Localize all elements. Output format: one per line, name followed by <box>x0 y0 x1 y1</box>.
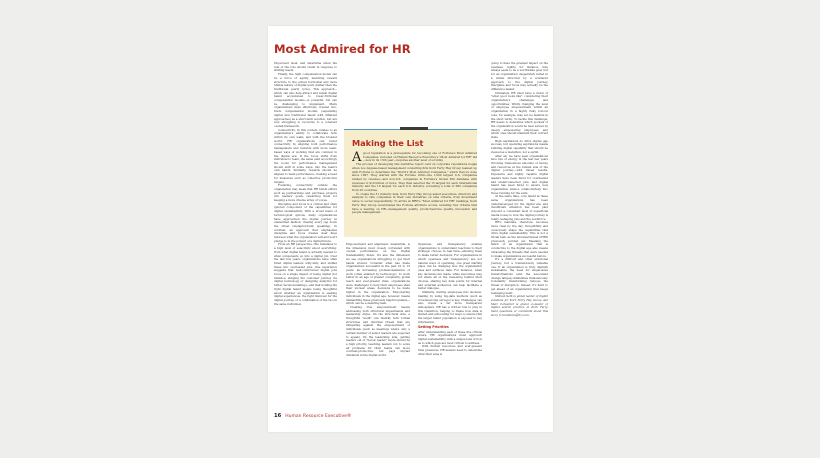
paragraph: High aspirations do drive digital gap success, but operating aspirations means building digital capability that should be viewed as a marathon, not a sprint. <box>491 138 548 154</box>
paragraph: After understanding each of these five critical levers, HR organizations must approach digital sustainability with a unique lens of how as to which gaps are most critical to address. <box>418 329 482 345</box>
drop-cap: A <box>352 150 362 165</box>
paragraph: Similarly, inviting employees into decision-making by using big-data methods (such as crowdsourcing surveys) is key. Challenges can also create a far more transparent atmosphere. HR has a critical role to play in this transition, helping to frame how data is shared and advocating for ways to ensure that the larger talent population is exposed to key information. <box>418 290 482 324</box>
page-number: 16 <box>274 413 282 419</box>
author-bio: Shiman Seth is global leader of digital solutions for Korn Ferry Hay Group and Marc Carpenter is global co-leader of digital search practice at Korn Ferry. Send questions or comments about this story to hreletters@lrp.com. <box>491 294 548 317</box>
sidebar-title: Making the List <box>352 138 424 148</box>
sidebar-text <box>352 152 477 215</box>
sidebar-box <box>344 129 477 237</box>
paragraph: Connectivity. In this context, relates to an organization's ability to collaborate both within its own walls, and with the broader world. HR organizations can foster connectivity by aligning both performance management and rewards with more team-based ways of working that are common in the digital era. If the focus shifts from individual to team, the same (and accordingly the tools) for performance management should shift in some ways, into the team's own hands. Similarly, rewards should be aligned to team performance, creating a need for measures such as collective production targets. <box>274 127 337 184</box>
paragraph: It's a difficult and often emotional journey, but a tremendously valuable one. If an organization is truly digitally sustainable, the need for single-issue transformations (and the associated change fatigue) diminishes tremendously. Constantly transforming reduces the threat of disruption. Indeed, it's hard to get ahead of an organization that keeps reshaping itself. <box>491 257 548 295</box>
paragraph: Discipline and focus is a critical and often ignored component of the capabilities for digital sustainability. With a broad menu of technological options, many organizations have approached the digital journey in unmatched fashion, chasing every cap down the street (metaphorically speaking). In contrast, an approach that emphasizes discipline and focus creates clear lines between what the organization will and won't pledge to in the pursuit of a digital future. <box>274 201 337 243</box>
section-heading: Setting Priorities <box>418 325 449 330</box>
sidebar-accent-bar <box>400 127 428 130</box>
column-3 <box>418 243 482 357</box>
paragraph: Fostering connectivity outside the organization may mean that HR builds efforts such as partnerships and purchase projects into leaders' goals, rewarding them for keeping a more diverse array of voices. <box>274 183 337 203</box>
magazine-page <box>268 26 553 432</box>
paragraph: 60-percent level, and determine when the rest of the role should result in response to shifting needs. <box>274 61 337 73</box>
paragraph: going to have the greatest impact on the business. Agility, for instance, may always seem to be a worthwhile goal, but for an organization desperately mired in a sullen direction by a scattered approach to the digital journey, Discipline and focus may actually be the difference-maker. <box>491 61 548 91</box>
paragraph: HR's mandate, therefore, becomes more clear by the day: thoughtfully and consciously shape the capabilities that drive digital sustainability. This is not a trivial task, as the aforementioned CHRO previously pointed out. Meaning the fabric of an organization that is conductive to the digital age also means unraveling the threads that were needed to make organizations successful before. <box>491 220 548 258</box>
paragraph: Finally, the right compensation model can be a force of agility, matching reward structure to the actual horizontal and more nimble nature of digital work (rather than the traditional yearly cycle). This approach—which can also help attract and retain digital talent accustomed to lower-frictional compensation models—is powerful, but can be challenging to implement. Many organizations have effectively created two-track compensation models (separating digital and traditional talent with different approaches) as a short-term solution, but are now struggling to reconcile to a coherent overall framework. <box>274 72 337 128</box>
paragraph: With limited resources and ever-present time pressures, HR leaders need to determine what their area is <box>418 344 482 356</box>
sidebar-paragraph: To create the 51 industry lists, Korn Ferry Hay Group asked executives, directors and analysts to rate companies in their own industries on nine criteria, from investment value to social responsibility. To arrive at HRE's "Most Admired for HR" rankings, Korn Ferry Hay Group recalculated the Fortune attribute scores, isolating four criteria that have a bearing on HR—management quality, product/service quality, innovation and people management. <box>352 191 477 215</box>
paragraph: Empowerment and alignment, meanwhile, is the dimension most closely correlated with overall performance on the Digital Sustainability Index. It's also the dimension we see organizations struggling to get their hands around. Consider what has made organizations successful in the past 10 to 15 years: an increasing professionalization of work (often enabled by technology). To work better in an age of greater complexity, global reach and ever-greater risks, organizations were challenged to help their employees shed their unclear areas, decisions to be made higher in the organization. Empowering individuals in the digital age, however, means dismantling these previously helpful systems—which can be a daunting task. <box>346 242 411 306</box>
column-4 <box>491 62 548 318</box>
sidebar-paragraph: The process of developing this definitive report card on corporate reputations began when Los Angeles-based management consulting firm Korn Ferry Hay Group teamed up with Fortune to determine the "World's Most Admired Companies," which they've done since 1997. They started with the Fortune 1000—the 1,000 largest U.S. companies ranked by revenue—and non-U.S. companies in Fortune's Global 500 database with revenues of $10 billion or more. They then selected the 15 largest for each international industry and the 10 largest for each U.S. industry, screening a total of 680 companies from 28 countries. <box>352 162 477 193</box>
paragraph: From an HR perspective, this translates to a high level of selectivity about everything: from what digital talent is actually needed to what components go into a digital job. Over the last few years, organizations have often hired digital leaders willy-nilly, and stuffed these into overloaded jobs. One experience suggests that well-constructed digital jobs focus on a single impact of being digital (for instance, shaping the customer journey via digital technology or designing analytics for better decision-making)—and that holding the right digital talent means being thoughtful about whether an organization is seeking digital experiences, the right mind-set for the digital journey, or a combination of the two in the same individual. <box>274 242 337 306</box>
column-2 <box>346 243 410 358</box>
paragraph: After all, we have seen organizations face lots of energy in the last few years throwing tremendous amounts of money and resources at the human side of the digital journey—with mixed results. Expensive and highly capable digital leaders have been hired for overheated and underconnected jobs, and digital talent has been hired to ensure new organization silence collaboratively into those running for the exits. <box>491 153 548 195</box>
paragraph: Ultimately, HR must have a vision of "what good looks like": considering their organization's challenges and opportunities. Wildly changing the level of employee empowerment within an organization in a highly risky roll-out (one, for example, may not be feasible in the short term). To tackle this challenge, HR needs to determine which pockets of the organization would be best served by deeply empowering employees, and which ones should maintain their current state. <box>491 90 548 140</box>
column-1 <box>274 62 337 306</box>
paragraph: Openness and transparency enables organizations to understand reactions to their strategic choices in real time—allowing them to make better decisions. For organizations in which openness and transparency are not natural ways of operating, one great starting place can be changing how the organization uses and surfaces data. For instance, when key decisions are made, while executives may not share all of the reasoning behind their choices, sharing key data points for internal and external audiences can help facilitate a better dialogue. <box>418 242 482 291</box>
magazine-name: Human Resource Executive® <box>285 414 352 419</box>
paragraph: Creating true empowerment means addressing both structural impediments and leadership styles. On the structural side, a thoughtful "audit" can identify both formal structures and informal rituals that are mitigating against the empowerment of individuals (such as meetings where only a certain number of senior leaders are expected to speak). On the leadership side, getting leaders out of "heroic leader" mode should be a high priority, teaching leaders not to solve all problems for their teams can move contrast-productive, but pays myriad dividends in the digital world. <box>346 304 410 358</box>
page-footer <box>274 413 351 419</box>
paragraph: At the same time, core talent at these same organizations has been underdeveloped for the digital era, and insufficient attention has been paid (beyond a consistent level of superficial media noise) to how the digital journey is really reshaping jobs and the workforce. <box>491 194 548 221</box>
page-title: Most Admired for HR <box>274 42 411 56</box>
sidebar-paragraph-text: good reputation is a prerequisite for becoming one of Fortune's Most Admired Companies, included on Human Resource Executive's "Most Admired for HR" list—now in its 13th year—requires another level of scrutiny. <box>362 151 477 163</box>
